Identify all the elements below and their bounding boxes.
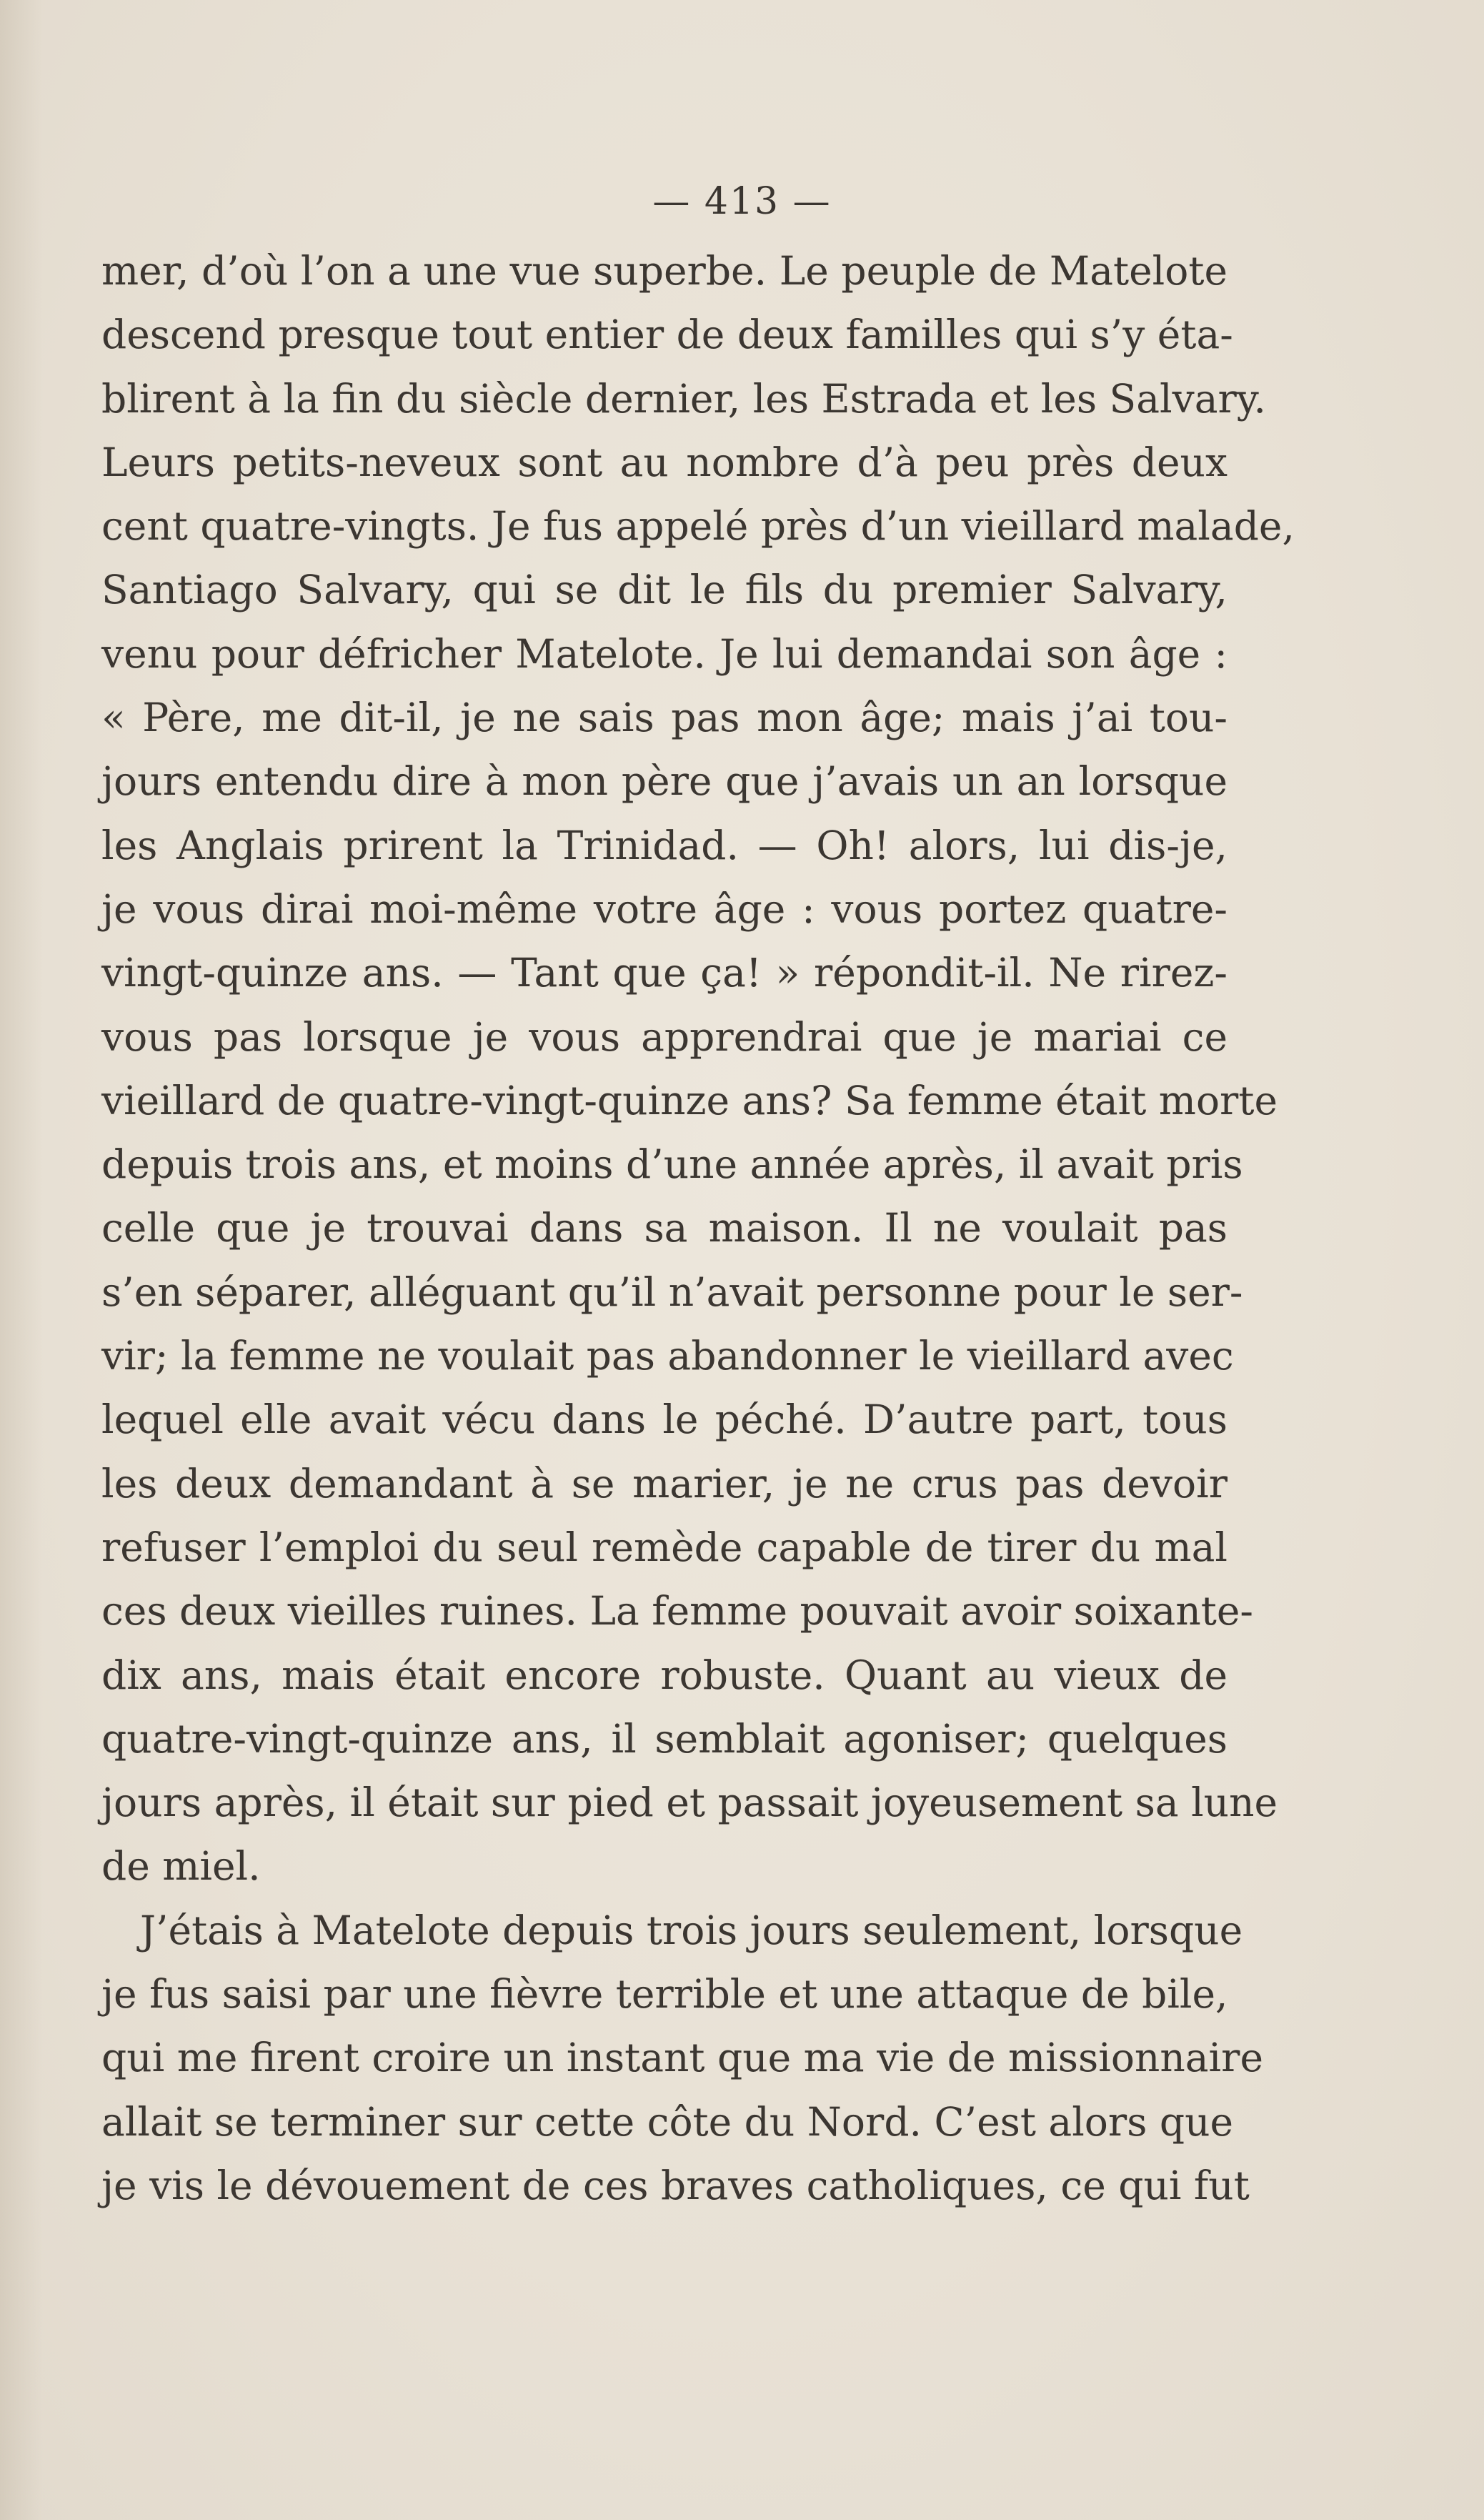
text-line: venu pour défricher Matelote. Je lui demandai son âge : [101,630,1227,677]
text-line: je vous dirai moi-même votre âge : vous portez quatre- [101,886,1227,932]
body-text [101,239,1295,2218]
text-line: vieillard de quatre-vingt-quinze ans? Sa femme était morte [101,1077,1278,1123]
text-line: s’en séparer, alléguant qu’il n’avait personne pour le ser- [101,1269,1243,1315]
text-line: cent quatre-vingts. Je fus appelé près d’un vieillard malade, [101,503,1295,550]
text-line: quatre-vingt-quinze ans, il semblait agoniser; quelques [101,1715,1227,1762]
text-line: dix ans, mais était encore robuste. Quant au vieux de [101,1652,1227,1698]
page-number: — 413 — [652,180,832,223]
text-line: « Père, me dit-il, je ne sais pas mon âge; mais j’ai tou- [101,695,1227,741]
text-line: allait se terminer sur cette côte du Nord. C’est alors que [101,2098,1234,2145]
text-line: celle que je trouvai dans sa maison. Il ne voulait pas [101,1205,1227,1251]
text-line: descend presque tout entier de deux familles qui s’y éta- [101,312,1233,358]
text-line: les Anglais prirent la Trinidad. — Oh! alors, lui dis-je, [101,822,1227,868]
text-line: je fus saisi par une fièvre terrible et une attaque de bile, [101,1971,1228,2018]
text-line: jours après, il était sur pied et passait joyeusement sa lune [101,1780,1278,1826]
text-line: ces deux vieilles ruines. La femme pouvait avoir soixante- [101,1588,1253,1634]
text-line: les deux demandant à se marier, je ne crus pas devoir [101,1460,1227,1507]
text-line: depuis trois ans, et moins d’une année après, il avait pris [101,1141,1243,1188]
text-line: de miel. [101,1843,261,1890]
page-gutter-shadow [0,0,43,2520]
text-line: Leurs petits-neveux sont au nombre d’à peu près deux [101,439,1227,485]
text-line: vous pas lorsque je vous apprendrai que je mariai ce [101,1013,1227,1060]
text-line: blirent à la fin du siècle dernier, les Estrada et les Salvary. [101,375,1267,422]
text-line: J’étais à Matelote depuis trois jours seulement, lorsque [140,1907,1243,1953]
text-line: qui me firent croire un instant que ma vie de missionnaire [101,2035,1263,2081]
text-line: je vis le dévouement de ces braves catholiques, ce qui fut [101,2162,1250,2208]
text-line: Santiago Salvary, qui se dit le fils du premier Salvary, [101,567,1227,613]
text-line: vir; la femme ne voulait pas abandonner le vieillard avec [101,1333,1234,1379]
text-line: vingt-quinze ans. — Tant que ça! » répondit-il. Ne rirez- [101,950,1227,996]
text-line: refuser l’emploi du seul remède capable de tirer du mal [101,1524,1227,1570]
text-line: jours entendu dire à mon père que j’avais un an lorsque [101,758,1227,805]
text-line: mer, d’où l’on a une vue superbe. Le peuple de Matelote [101,248,1227,294]
text-line: lequel elle avait vécu dans le péché. D’autre part, tous [101,1397,1227,1443]
